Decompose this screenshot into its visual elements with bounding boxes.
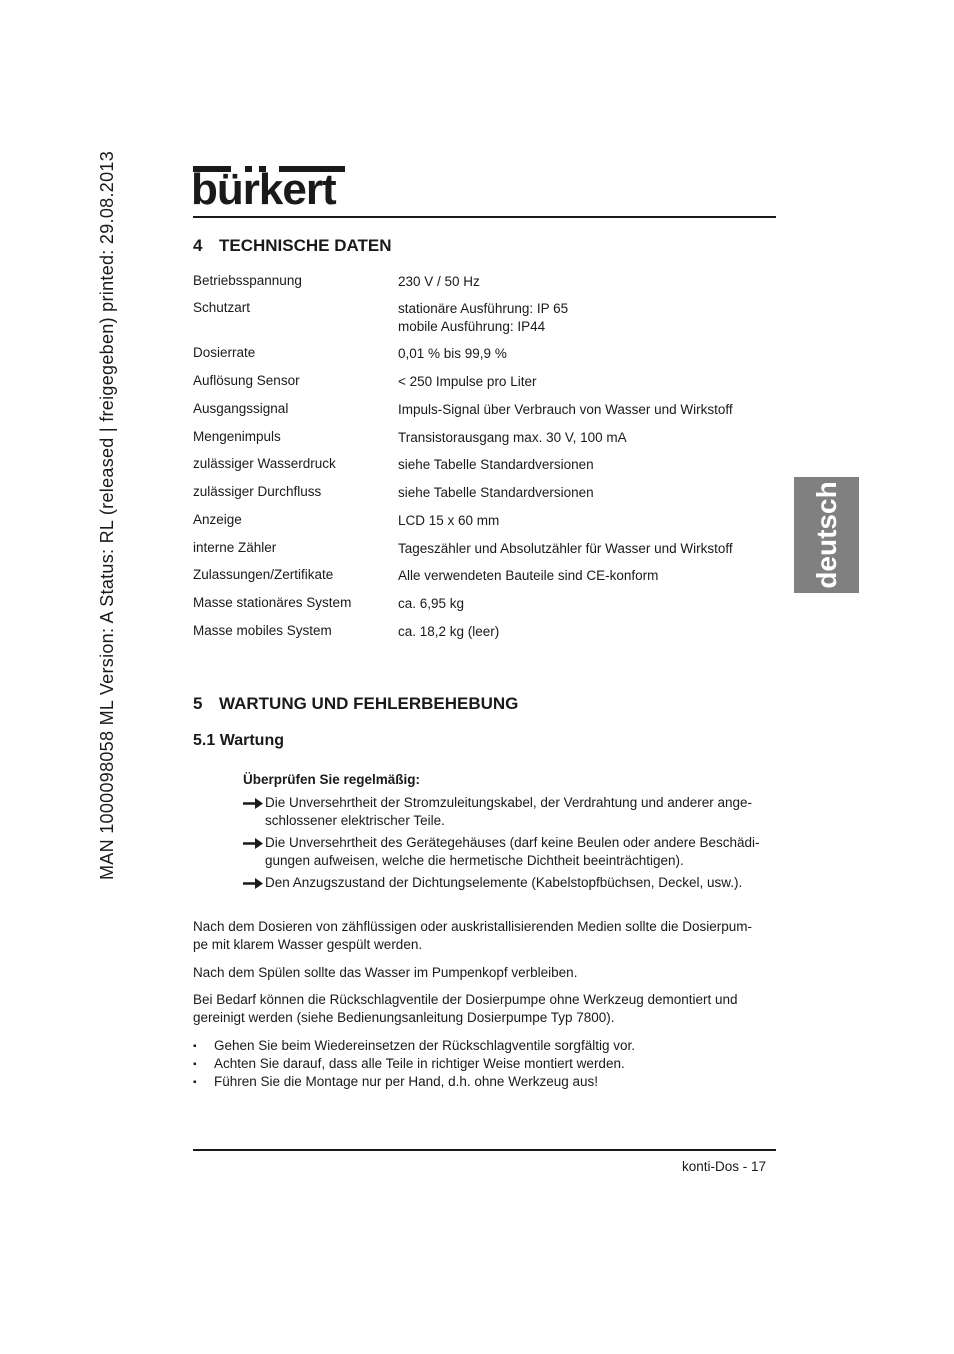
spec-label: interne Zähler: [193, 540, 277, 555]
bullet-item: [193, 1037, 635, 1056]
bullet-item: [193, 1055, 625, 1074]
spec-value: LCD 15 x 60 mm: [398, 513, 500, 528]
bullet-text: Achten Sie darauf, dass alle Teile in richtiger Weise montiert werden.: [214, 1056, 625, 1071]
paragraph: [193, 991, 776, 1027]
bullet-item: [193, 1073, 598, 1092]
paragraph: [193, 918, 776, 954]
spec-label: Dosierrate: [193, 345, 256, 360]
bullet-text: Gehen Sie beim Wiedereinsetzen der Rückschlagventile sorgfältig vor.: [214, 1038, 635, 1053]
bullet-mark: ▪: [193, 1077, 197, 1088]
paragraph-line: Nach dem Spülen sollte das Wasser im Pumpenkopf verbleiben.: [193, 965, 578, 980]
spec-value: Tageszähler und Absolutzähler für Wasser und Wirkstoff: [398, 541, 733, 556]
bullet-text: Führen Sie die Montage nur per Hand, d.h. ohne Werkzeug aus!: [214, 1074, 598, 1089]
spec-label: Auflösung Sensor: [193, 373, 300, 388]
footer-rule: [193, 1149, 776, 1151]
check-heading: Überprüfen Sie regelmäßig:: [243, 772, 421, 787]
spec-value: stationäre Ausführung: IP 65: [398, 301, 569, 316]
spec-value: Impuls-Signal über Verbrauch von Wasser und Wirkstoff: [398, 402, 733, 417]
spec-value: < 250 Impulse pro Liter: [398, 374, 537, 389]
paragraph-line: Bei Bedarf können die Rückschlagventile der Dosierpumpe ohne Werkzeug demontiert und: [193, 992, 738, 1007]
spec-label: Masse stationäres System: [193, 595, 352, 610]
spec-label: Mengenimpuls: [193, 429, 281, 444]
arrow-right-icon: [243, 877, 263, 890]
spec-value: 0,01 % bis 99,9 %: [398, 346, 507, 361]
buerkert-logo: [193, 166, 345, 212]
spec-value: siehe Tabelle Standardversionen: [398, 485, 594, 500]
bullet-mark: ▪: [193, 1041, 197, 1052]
spec-value: ca. 6,95 kg: [398, 596, 465, 611]
check-item-line: schlossener elektrischer Teile.: [265, 813, 445, 828]
check-item-line: Die Unversehrtheit der Stromzuleitungskabel, der Verdrahtung und anderer ange-: [265, 795, 753, 810]
header-rule: [193, 216, 776, 218]
section-5-heading: [193, 694, 518, 714]
document-status-stamp: MAN 1000098058 ML Version: A Status: RL (released | freigegeben) printed: 29.08.2013: [97, 150, 117, 880]
language-tab: [794, 477, 859, 593]
subsection-title: Wartung: [219, 732, 284, 749]
spec-label: Ausgangssignal: [193, 401, 289, 416]
spec-value: ca. 18,2 kg (leer): [398, 624, 500, 639]
spec-label: Anzeige: [193, 512, 242, 527]
spec-value: 230 V / 50 Hz: [398, 274, 480, 289]
spec-label: Masse mobiles System: [193, 623, 332, 638]
spec-label: zulässiger Wasserdruck: [193, 456, 336, 471]
spec-label: Schutzart: [193, 300, 251, 315]
spec-label: zulässiger Durchfluss: [193, 484, 322, 499]
page-footer: konti-Dos - 17: [681, 1159, 766, 1174]
section-5-number: 5: [193, 694, 203, 713]
check-item-line: Den Anzugszustand der Dichtungselemente (Kabelstopfbüchsen, Deckel, usw.).: [265, 875, 743, 890]
spec-value: siehe Tabelle Standardversionen: [398, 457, 594, 472]
spec-value: mobile Ausführung: IP44: [398, 319, 546, 334]
spec-value: Alle verwendeten Bauteile sind CE-konform: [398, 568, 659, 583]
spec-value: Transistorausgang max. 30 V, 100 mA: [398, 430, 627, 445]
section-4-heading: [193, 236, 392, 256]
paragraph-line: pe mit klarem Wasser gespült werden.: [193, 937, 423, 952]
section-4-title: TECHNISCHE DATEN: [219, 236, 392, 255]
spec-label: Zulassungen/Zertifikate: [193, 567, 334, 582]
language-tab-label: deutsch: [810, 481, 842, 589]
subsection-5-1-heading: [193, 732, 284, 750]
section-5-title: WARTUNG UND FEHLERBEHEBUNG: [219, 694, 519, 713]
section-4-number: 4: [193, 236, 203, 255]
check-item-line: Die Unversehrtheit des Gerätegehäuses (darf keine Beulen oder andere Beschädi-: [265, 835, 760, 850]
paragraph-line: Nach dem Dosieren von zähflüssigen oder auskristallisierenden Medien sollte die Dosierpum-: [193, 919, 753, 934]
check-item-line: gungen aufweisen, welche die hermetische Dichtheit beeinträchtigen).: [265, 853, 684, 868]
arrow-right-icon: [243, 837, 263, 850]
subsection-number: 5.1: [193, 732, 216, 749]
spec-label: Betriebsspannung: [193, 273, 302, 288]
paragraph: [193, 964, 776, 982]
arrow-right-icon: [243, 797, 263, 810]
logo-wordmark: bürkert: [191, 165, 336, 214]
paragraph-line: gereinigt werden (siehe Bedienungsanleitung Dosierpumpe Typ 7800).: [193, 1010, 615, 1025]
bullet-mark: ▪: [193, 1059, 197, 1070]
